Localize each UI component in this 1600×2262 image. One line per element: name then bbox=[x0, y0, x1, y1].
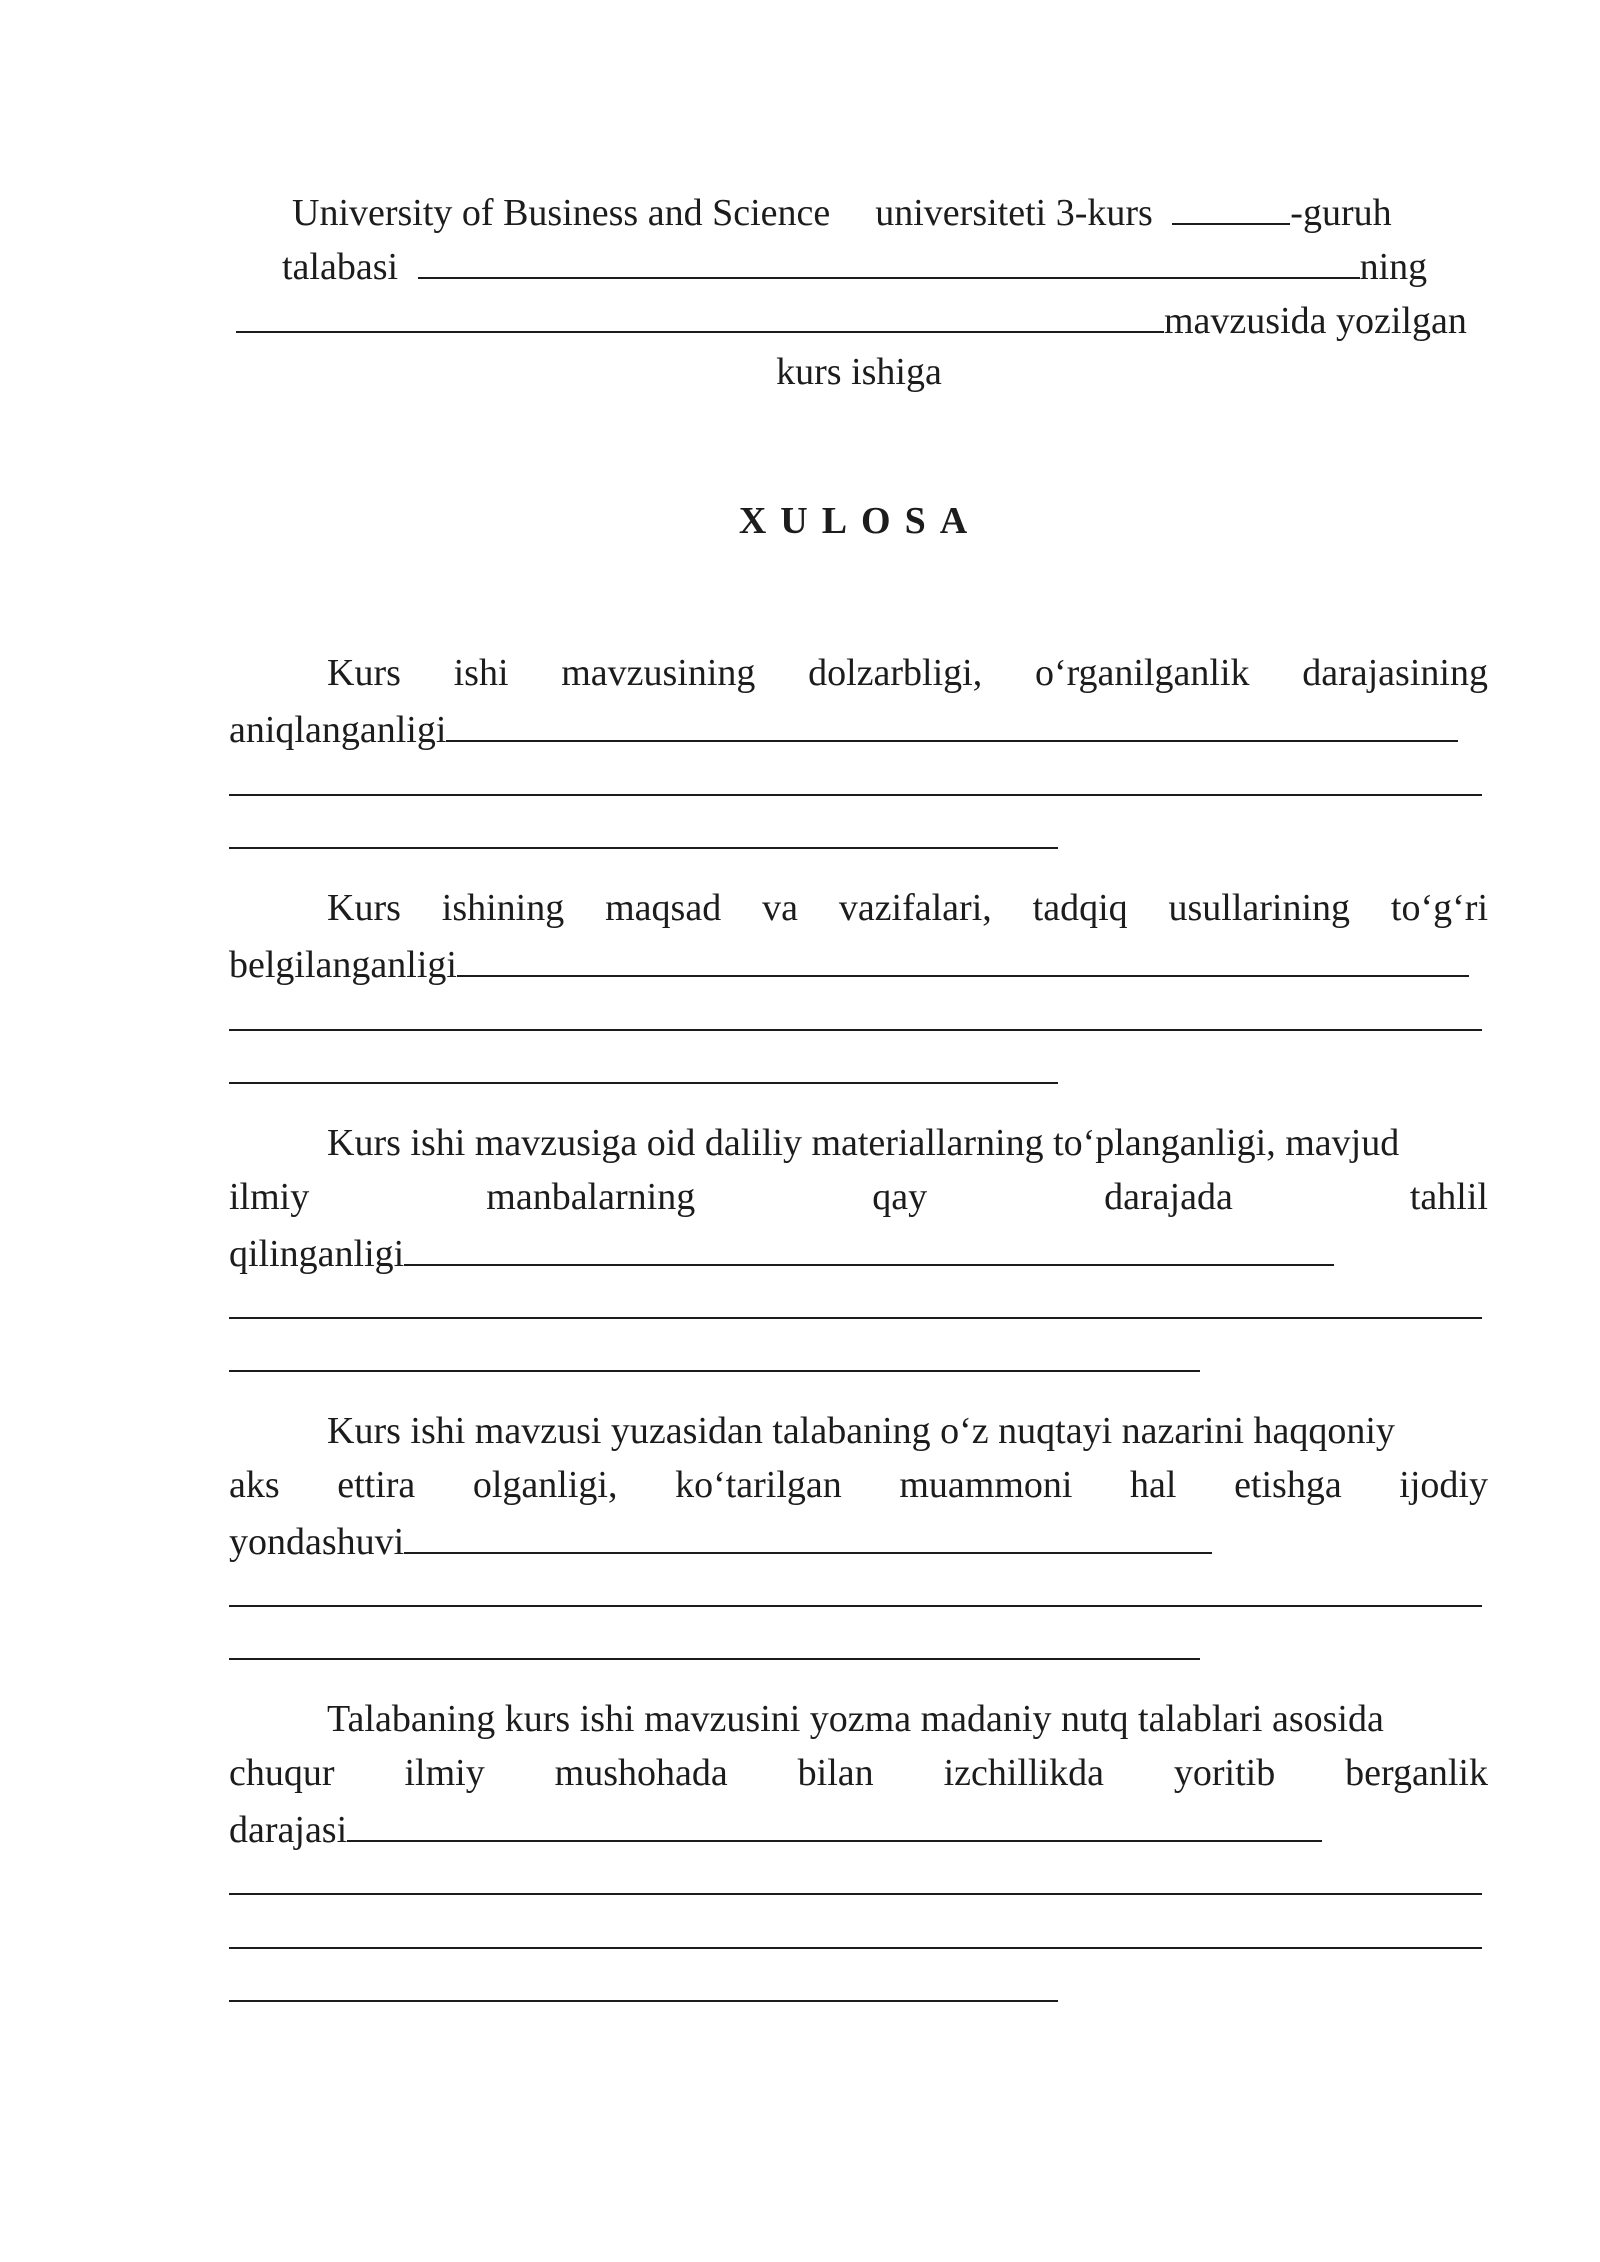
section-5-word: bilan bbox=[797, 1752, 874, 1794]
section-5-word: berganlik bbox=[1345, 1752, 1488, 1794]
section-1-rule-2[interactable] bbox=[229, 847, 1058, 849]
section-4-blank[interactable] bbox=[404, 1512, 1212, 1554]
section-5-word: yoritib bbox=[1173, 1752, 1276, 1794]
section-2-word: maqsad bbox=[605, 887, 722, 929]
section-4-word: ijodiy bbox=[1399, 1464, 1488, 1506]
section-1-word: dolzarbligi, bbox=[808, 652, 983, 694]
section-3-blank[interactable] bbox=[404, 1224, 1334, 1266]
document-title: XULOSA bbox=[738, 500, 982, 542]
section-3-line-1-text: Kurs ishi mavzusiga oid daliliy materiallarning to‘planganligi, mavjud bbox=[327, 1122, 1400, 1164]
section-2-word: tadqiq bbox=[1032, 887, 1128, 929]
section-5-line-1 bbox=[327, 1692, 1384, 1746]
section-2-word: usullarining bbox=[1168, 887, 1351, 929]
group-suffix: -guruh bbox=[1290, 192, 1392, 234]
section-1-word: o‘rganilganlik bbox=[1034, 652, 1250, 694]
student-name-blank[interactable] bbox=[418, 237, 1360, 279]
section-5-word: ilmiy bbox=[404, 1752, 485, 1794]
section-1-rule-1[interactable] bbox=[229, 794, 1482, 796]
section-2-rule-2[interactable] bbox=[229, 1082, 1058, 1084]
section-2-word: Kurs bbox=[327, 887, 401, 929]
section-4-word: muammoni bbox=[899, 1464, 1073, 1506]
section-5-line-3 bbox=[229, 1800, 1322, 1857]
topic-blank[interactable] bbox=[236, 291, 1164, 333]
section-4-word: aks bbox=[229, 1464, 280, 1506]
group-blank[interactable] bbox=[1172, 183, 1290, 225]
section-3-rule-1[interactable] bbox=[229, 1317, 1482, 1319]
section-2-rule-1[interactable] bbox=[229, 1029, 1482, 1031]
section-5-word: mushohada bbox=[554, 1752, 728, 1794]
section-5-line-1-text: Talabaning kurs ishi mavzusini yozma madaniy nutq talablari asosida bbox=[327, 1698, 1384, 1740]
section-2-word: ishining bbox=[441, 887, 565, 929]
topic-suffix: mavzusida yozilgan bbox=[1164, 300, 1467, 342]
section-4-word: etishga bbox=[1234, 1464, 1342, 1506]
section-3-line-1 bbox=[327, 1116, 1488, 1170]
section-4-word: olganligi, bbox=[472, 1464, 618, 1506]
header-line-2 bbox=[282, 237, 1427, 294]
section-1-blank[interactable] bbox=[446, 700, 1458, 742]
section-1-word: ishi bbox=[453, 652, 509, 694]
section-1-line-2 bbox=[229, 700, 1458, 757]
section-2-word: to‘g‘ri bbox=[1390, 887, 1488, 929]
section-1-line-1 bbox=[229, 646, 1488, 700]
section-3-tail-word: qilinganligi bbox=[229, 1233, 405, 1275]
section-5-rule-3[interactable] bbox=[229, 2000, 1058, 2002]
section-2-blank[interactable] bbox=[457, 935, 1469, 977]
section-4-rule-2[interactable] bbox=[229, 1658, 1200, 1660]
section-2-word: va bbox=[762, 887, 798, 929]
section-3-line-3 bbox=[229, 1224, 1334, 1281]
section-5-blank[interactable] bbox=[347, 1800, 1322, 1842]
section-4-word: ettira bbox=[337, 1464, 416, 1506]
section-3-word: manbalarning bbox=[486, 1176, 696, 1218]
section-3-word: tahlil bbox=[1409, 1176, 1488, 1218]
section-3-line-2 bbox=[229, 1170, 1488, 1224]
section-4-word: hal bbox=[1130, 1464, 1177, 1506]
section-4-line-1 bbox=[327, 1404, 1395, 1458]
section-1-word: darajasining bbox=[1302, 652, 1488, 694]
header-line-3 bbox=[236, 291, 1467, 348]
section-5-word: chuqur bbox=[229, 1752, 335, 1794]
header-line-4 bbox=[0, 345, 1600, 399]
section-5-rule-1[interactable] bbox=[229, 1893, 1482, 1895]
section-4-line-1-text: Kurs ishi mavzusi yuzasidan talabaning o‘z nuqtayi nazarini haqqoniy bbox=[327, 1410, 1395, 1452]
section-2-line-1 bbox=[229, 881, 1488, 935]
section-3-word: qay bbox=[872, 1176, 928, 1218]
section-2-tail-word: belgilanganligi bbox=[229, 944, 457, 986]
section-4-line-3 bbox=[229, 1512, 1212, 1569]
student-label: talabasi bbox=[282, 246, 399, 288]
section-5-tail-word: darajasi bbox=[229, 1809, 348, 1851]
section-3-word: darajada bbox=[1104, 1176, 1233, 1218]
section-2-line-2 bbox=[229, 935, 1469, 992]
section-1-tail-word: aniqlanganligi bbox=[229, 709, 447, 751]
section-3-rule-2[interactable] bbox=[229, 1370, 1200, 1372]
section-4-word: ko‘tarilgan bbox=[675, 1464, 842, 1506]
section-5-rule-2[interactable] bbox=[229, 1947, 1482, 1949]
university-name: University of Business and Science bbox=[292, 192, 831, 234]
section-5-line-2 bbox=[229, 1746, 1488, 1800]
section-1-word: mavzusining bbox=[561, 652, 756, 694]
section-2-word: vazifalari, bbox=[838, 887, 992, 929]
section-3-word: ilmiy bbox=[229, 1176, 310, 1218]
section-4-line-2 bbox=[229, 1458, 1488, 1512]
section-4-tail-word: yondashuvi bbox=[229, 1521, 405, 1563]
work-label: kurs ishiga bbox=[776, 351, 942, 393]
section-1-word: Kurs bbox=[327, 652, 401, 694]
header-line-1 bbox=[292, 183, 1392, 240]
section-5-word: izchillikda bbox=[943, 1752, 1104, 1794]
section-4-rule-1[interactable] bbox=[229, 1605, 1482, 1607]
student-suffix: ning bbox=[1359, 246, 1428, 288]
university-suffix: universiteti 3-kurs bbox=[875, 192, 1153, 234]
